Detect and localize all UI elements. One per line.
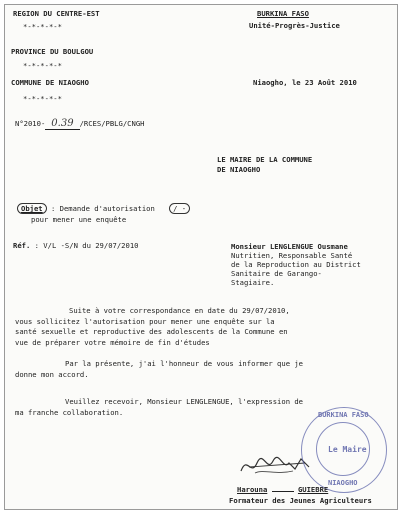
reference-number: [15, 119, 144, 130]
recipient-line: Sanitaire de Garango-: [231, 269, 322, 278]
recipient-line: de la Reproduction au District: [231, 260, 361, 269]
object-text-1: : Demande d'autorisation: [50, 204, 155, 213]
object-dash: / -: [169, 203, 190, 214]
body-line: donne mon accord.: [15, 369, 89, 379]
sender-line-2: DE NIAOGHO: [217, 165, 261, 174]
ref-line: [13, 242, 139, 249]
official-stamp: [301, 407, 387, 493]
body-line: Par la présente, j'ai l'honneur de vous informer que je: [65, 359, 303, 368]
body-paragraph-1: [15, 306, 290, 348]
reference-prefix: N°2010-: [15, 119, 46, 128]
signatory-name-gap: [272, 491, 294, 492]
signatory-title: Formateur des Jeunes Agriculteurs: [229, 496, 372, 505]
letter-page: [4, 4, 398, 510]
header-separator-3: *-*-*-*-*: [23, 94, 62, 103]
header-separator-1: *-*-*-*-*: [23, 22, 62, 31]
object-label: Objet: [17, 203, 47, 214]
header-separator-2: *-*-*-*-*: [23, 61, 62, 70]
recipient-block: [231, 242, 361, 287]
body-line: santé sexuelle et reproductive des adolescents de la Commune en: [15, 327, 288, 336]
date-line: Niaogho, le 23 Août 2010: [253, 78, 357, 87]
header-motto: Unité-Progrès-Justice: [249, 21, 340, 30]
header-country: BURKINA FASO: [257, 9, 309, 18]
body-line: Veuillez recevoir, Monsieur LENGLENGUE, l'expression de: [65, 397, 303, 406]
header-commune: COMMUNE DE NIAOGHO: [11, 78, 89, 87]
reference-suffix: /RCES/PBLG/CNGH: [79, 119, 145, 128]
object-line-1: [17, 205, 190, 212]
stamp-top-text: BURKINA FASO: [318, 411, 369, 419]
ref-label: Réf.: [13, 241, 31, 250]
body-paragraph-3: [15, 397, 303, 418]
header-region: REGION DU CENTRE-EST: [13, 9, 100, 18]
recipient-line: Nutritien, Responsable Santé: [231, 251, 353, 260]
stamp-bottom-text: NIAOGHO: [328, 479, 358, 487]
signatory-last-name: GUIEBRE: [297, 485, 329, 494]
recipient-line: Stagiaire.: [231, 278, 275, 287]
body-line: vue de préparer votre mémoire de fin d'études: [15, 337, 210, 347]
signatory-first-name: Harouna: [237, 485, 268, 494]
stamp-center-text: Le Maire: [328, 445, 367, 454]
reference-handwritten: 0.39: [45, 119, 79, 130]
body-line: ma franche collaboration.: [15, 407, 124, 417]
body-line: Suite à votre correspondance en date du 29/07/2010,: [69, 306, 290, 315]
body-line: vous sollicitez l'autorisation pour mener une enquête sur la: [15, 316, 275, 326]
object-line-2: pour mener une enquête: [31, 215, 127, 224]
ref-text: : V/L -S/N du 29/07/2010: [34, 241, 139, 250]
signatory-name: [237, 486, 328, 493]
recipient-line: Monsieur LENGLENGUE Ousmane: [231, 242, 348, 251]
header-province: PROVINCE DU BOULGOU: [11, 47, 94, 56]
body-paragraph-2: [15, 359, 303, 380]
sender-line-1: LE MAIRE DE LA COMMUNE: [217, 155, 313, 164]
